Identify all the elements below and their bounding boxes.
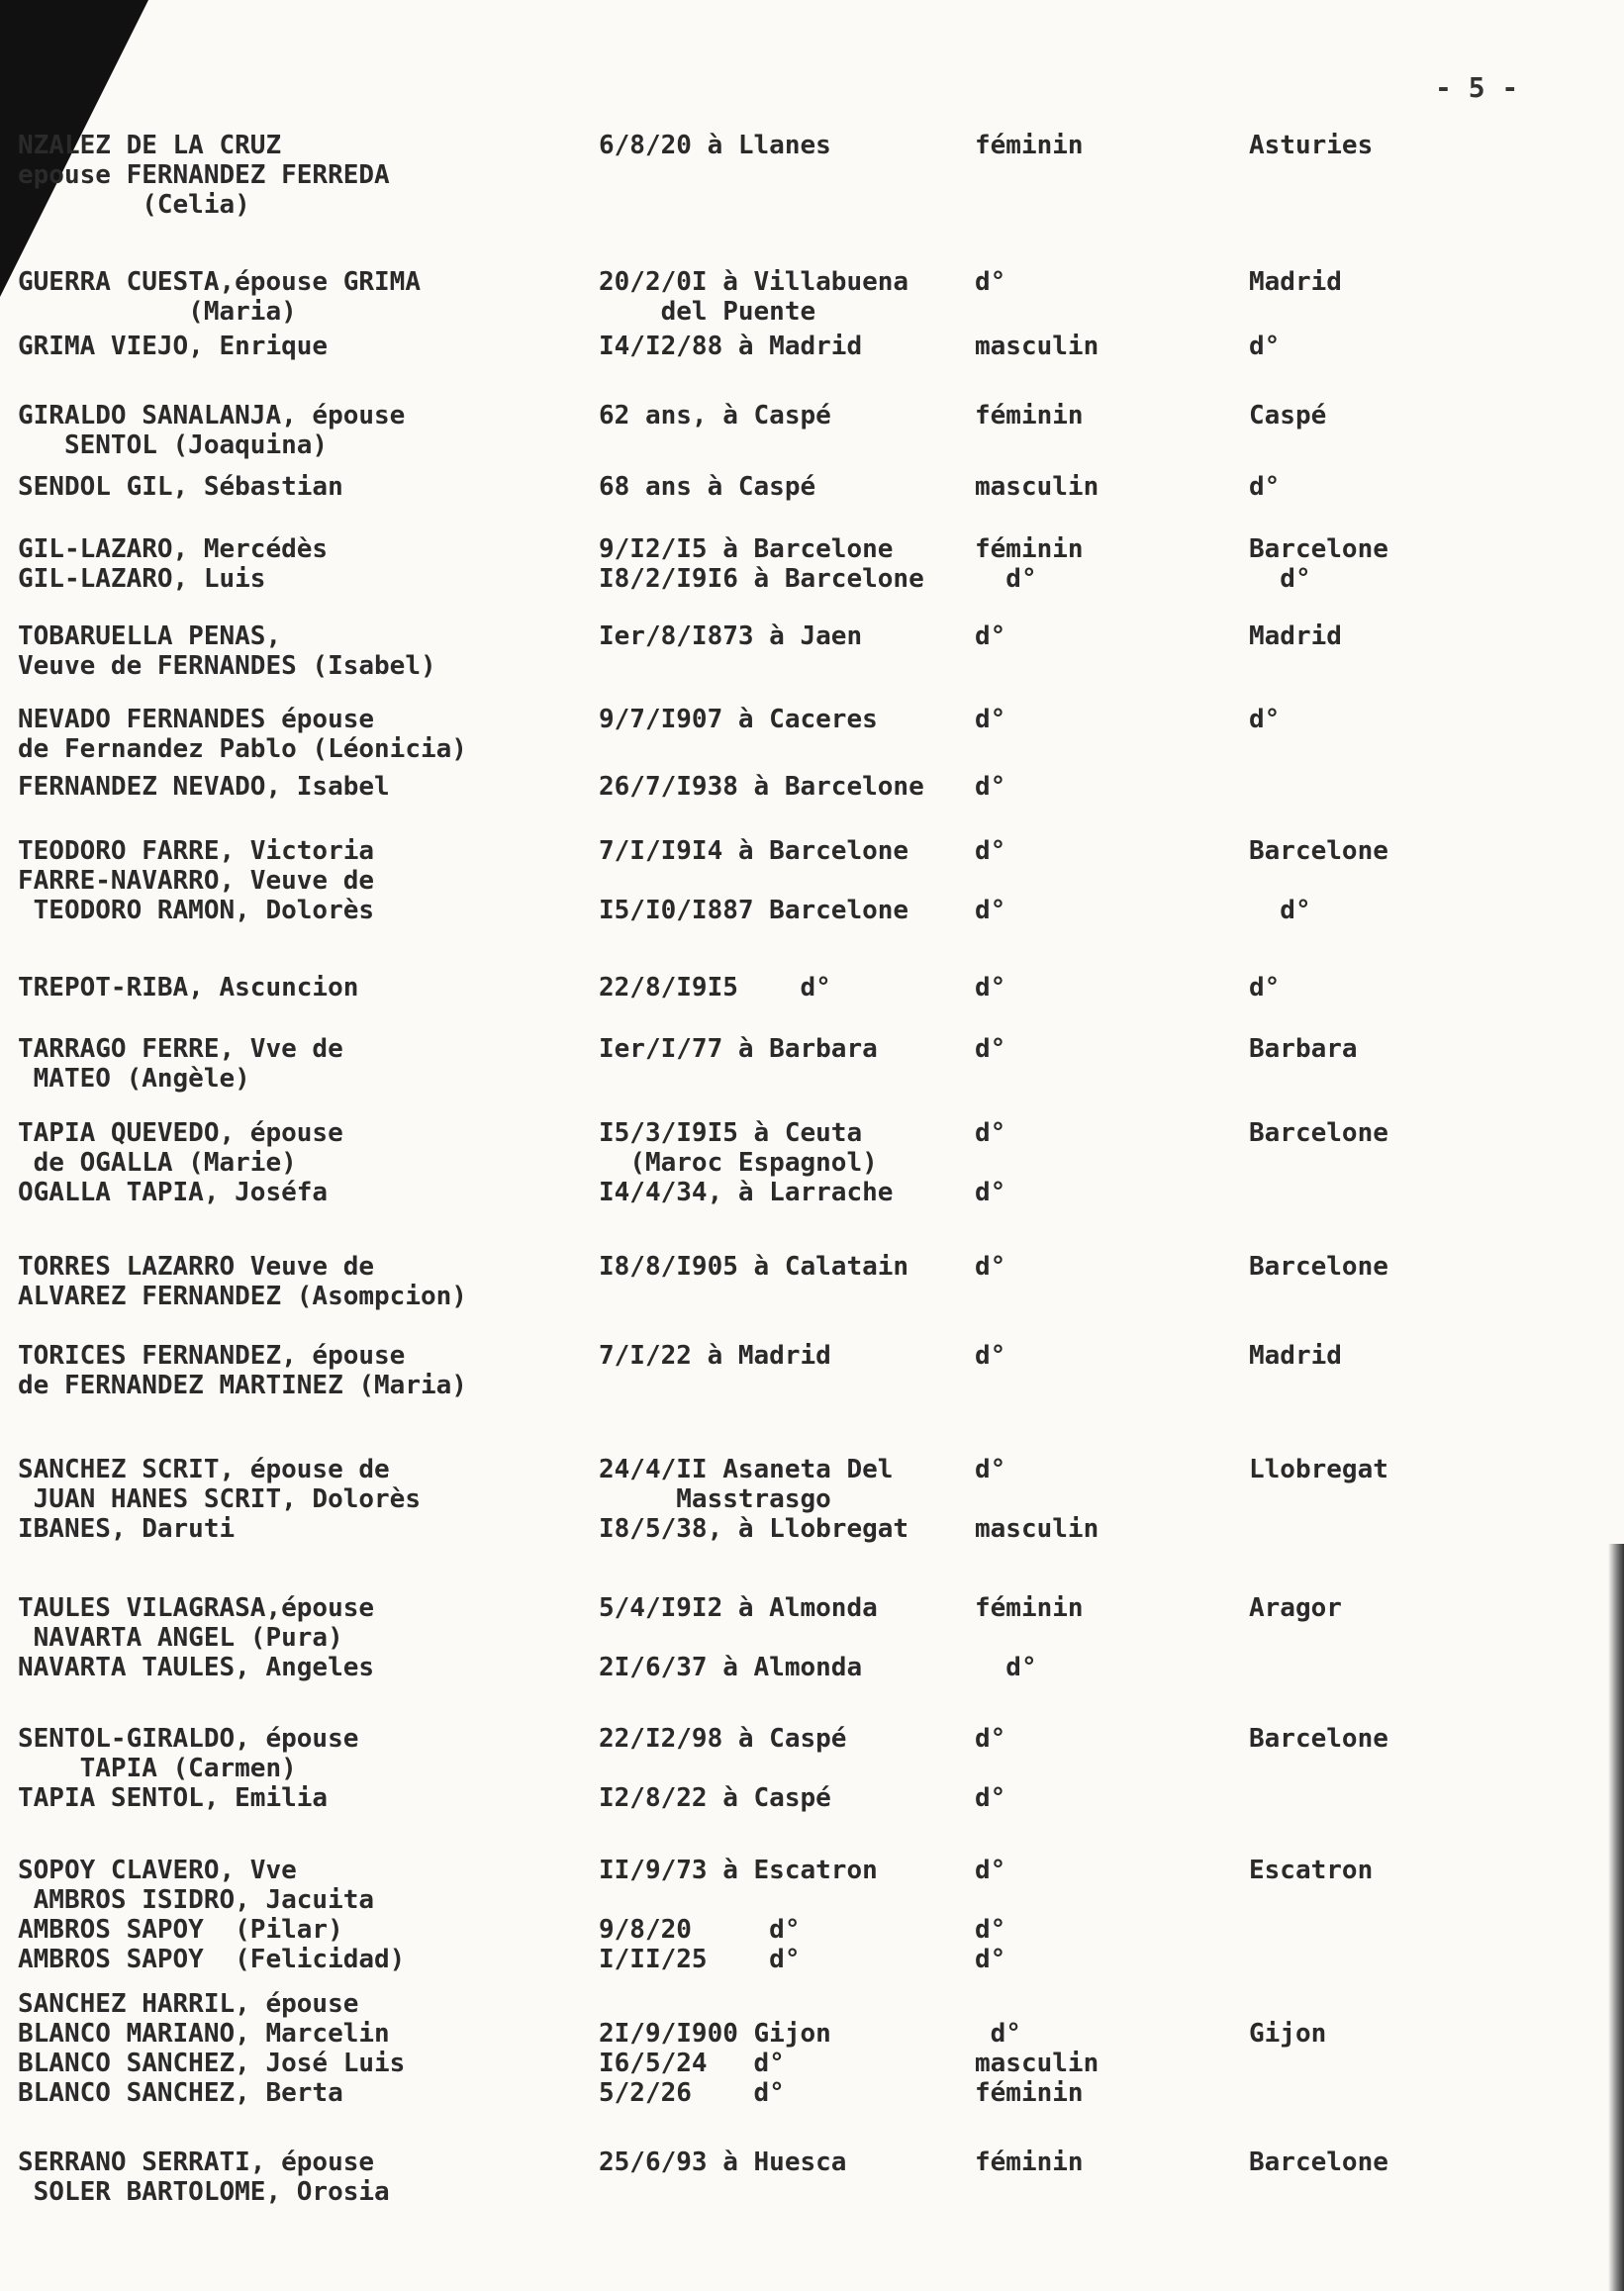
entry-birth: I4/I2/88 à Madrid [599, 332, 863, 361]
entry-birth: II/9/73 à Escatron 9/8/20 d° I/II/25 d° [599, 1856, 878, 1974]
entry-name: SANCHEZ HARRIL, épouse BLANCO MARIANO, Marcelin BLANCO SANCHEZ, José Luis BLANCO SANCHEZ, Berta [18, 1989, 406, 2108]
entry-name: NZALEZ DE LA CRUZ epouse FERNANDEZ FERREDA (Celia) [18, 131, 390, 220]
entry-name: TREPOT-RIBA, Ascuncion [18, 973, 359, 1002]
entry-birth: 9/I2/I5 à Barcelone I8/2/I9I6 à Barcelone [599, 534, 924, 594]
entry-residence: Llobregat [1249, 1455, 1388, 1484]
entry-sex: d° d° [975, 1118, 1006, 1207]
entry-name: SERRANO SERRATI, épouse SOLER BARTOLOME, Orosia [18, 2148, 390, 2207]
entry-birth: 26/7/I938 à Barcelone [599, 772, 924, 802]
entry-birth: 7/I/22 à Madrid [599, 1341, 831, 1371]
entry-residence: Barcelone [1249, 1118, 1388, 1148]
entry-sex: d° [975, 772, 1006, 802]
entry-sex: d° masculin [975, 1455, 1099, 1544]
entry-sex: féminin [975, 2148, 1084, 2177]
entry-sex: d° [975, 705, 1006, 734]
entry-name: TAPIA QUEVEDO, épouse de OGALLA (Marie) OGALLA TAPIA, Joséfa [18, 1118, 343, 1207]
entry-residence: Gijon [1249, 2019, 1327, 2049]
entry-birth: 7/I/I9I4 à Barcelone I5/I0/I887 Barcelone [599, 836, 909, 925]
entry-sex: d° [975, 973, 1006, 1002]
entry-birth: 25/6/93 à Huesca [599, 2148, 847, 2177]
entry-residence: Barcelone d° [1249, 836, 1388, 925]
entry-sex: féminin [975, 401, 1084, 430]
entry-name: SENDOL GIL, Sébastian [18, 472, 343, 502]
entry-sex: d° masculin féminin [975, 2019, 1099, 2108]
entry-sex: d° [975, 621, 1006, 651]
entry-name: NEVADO FERNANDES épouse de Fernandez Pablo (Léonicia) [18, 705, 467, 764]
entry-name: GUERRA CUESTA,épouse GRIMA (Maria) [18, 267, 421, 327]
entry-name: GIRALDO SANALANJA, épouse SENTOL (Joaquina) [18, 401, 406, 460]
entry-name: TAULES VILAGRASA,épouse NAVARTA ANGEL (Pura) NAVARTA TAULES, Angeles [18, 1593, 375, 1682]
entry-residence: Barcelone [1249, 1252, 1388, 1282]
entry-residence: Barbara [1249, 1034, 1358, 1064]
entry-name: TORICES FERNANDEZ, épouse de FERNANDEZ MARTINEZ (Maria) [18, 1341, 467, 1400]
entry-name: TOBARUELLA PENAS, Veuve de FERNANDES (Isabel) [18, 621, 436, 681]
entry-residence: Barcelone [1249, 2148, 1388, 2177]
entry-sex: féminin d° [975, 1593, 1084, 1682]
entry-birth: 5/4/I9I2 à Almonda 2I/6/37 à Almonda [599, 1593, 878, 1682]
entry-name: SOPOY CLAVERO, Vve AMBROS ISIDRO, Jacuita AMBROS SAPOY (Pilar) AMBROS SAPOY (Felicidad) [18, 1856, 406, 1974]
entry-name: GIL-LAZARO, Mercédès GIL-LAZARO, Luis [18, 534, 329, 594]
entry-residence: Caspé [1249, 401, 1327, 430]
entry-sex: féminin d° [975, 534, 1084, 594]
entry-name: SANCHEZ SCRIT, épouse de JUAN HANES SCRIT, Dolorès IBANES, Daruti [18, 1455, 421, 1544]
entry-sex: masculin [975, 472, 1099, 502]
entry-birth: 22/I2/98 à Caspé I2/8/22 à Caspé [599, 1724, 847, 1813]
entry-name: GRIMA VIEJO, Enrique [18, 332, 329, 361]
entry-name: SENTOL-GIRALDO, épouse TAPIA (Carmen) TAPIA SENTOL, Emilia [18, 1724, 359, 1813]
entry-birth: 22/8/I9I5 d° [599, 973, 831, 1002]
entry-residence: d° [1249, 332, 1281, 361]
entry-residence: Escatron [1249, 1856, 1374, 1885]
entry-sex: d° [975, 267, 1006, 297]
entry-residence: Madrid [1249, 621, 1342, 651]
page-edge-shadow [1608, 1544, 1624, 2291]
entry-birth: I8/8/I905 à Calatain [599, 1252, 909, 1282]
entry-sex: d° d° d° [975, 1856, 1006, 1974]
entry-sex: d° [975, 1341, 1006, 1371]
entry-sex: d° d° [975, 836, 1006, 925]
entry-birth: I5/3/I9I5 à Ceuta (Maroc Espagnol) I4/4/34, à Larrache [599, 1118, 894, 1207]
entry-name: TEODORO FARRE, Victoria FARRE-NAVARRO, Veuve de TEODORO RAMON, Dolorès [18, 836, 375, 925]
entry-residence: Madrid [1249, 1341, 1342, 1371]
entry-residence: d° [1249, 973, 1281, 1002]
entry-birth: 2I/9/I900 Gijon I6/5/24 d° 5/2/26 d° [599, 2019, 831, 2108]
entry-birth: 20/2/0I à Villabuena del Puente [599, 267, 909, 327]
entry-sex: d° d° [975, 1724, 1006, 1813]
entry-name: TORRES LAZARRO Veuve de ALVAREZ FERNANDEZ (Asompcion) [18, 1252, 467, 1311]
entry-birth: 9/7/I907 à Caceres [599, 705, 878, 734]
entry-birth: 62 ans, à Caspé [599, 401, 831, 430]
entry-residence: Asturies [1249, 131, 1374, 160]
entry-residence: Barcelone [1249, 1724, 1388, 1754]
entry-sex: masculin [975, 332, 1099, 361]
entry-birth: Ier/I/77 à Barbara [599, 1034, 878, 1064]
entry-birth: 24/4/II Asaneta Del Masstrasgo I8/5/38, à Llobregat [599, 1455, 909, 1544]
entry-residence: Barcelone d° [1249, 534, 1388, 594]
entry-residence: Madrid [1249, 267, 1342, 297]
page-number: - 5 - [1435, 71, 1519, 104]
entry-name: FERNANDEZ NEVADO, Isabel [18, 772, 390, 802]
entry-birth: Ier/8/I873 à Jaen [599, 621, 863, 651]
entry-sex: d° [975, 1034, 1006, 1064]
entry-name: TARRAGO FERRE, Vve de MATEO (Angèle) [18, 1034, 343, 1094]
entry-sex: d° [975, 1252, 1006, 1282]
entry-residence: d° [1249, 472, 1281, 502]
entry-sex: féminin [975, 131, 1084, 160]
entry-residence: d° [1249, 705, 1281, 734]
entry-birth: 6/8/20 à Llanes [599, 131, 831, 160]
entry-residence: Aragor [1249, 1593, 1342, 1623]
entry-birth: 68 ans à Caspé [599, 472, 816, 502]
